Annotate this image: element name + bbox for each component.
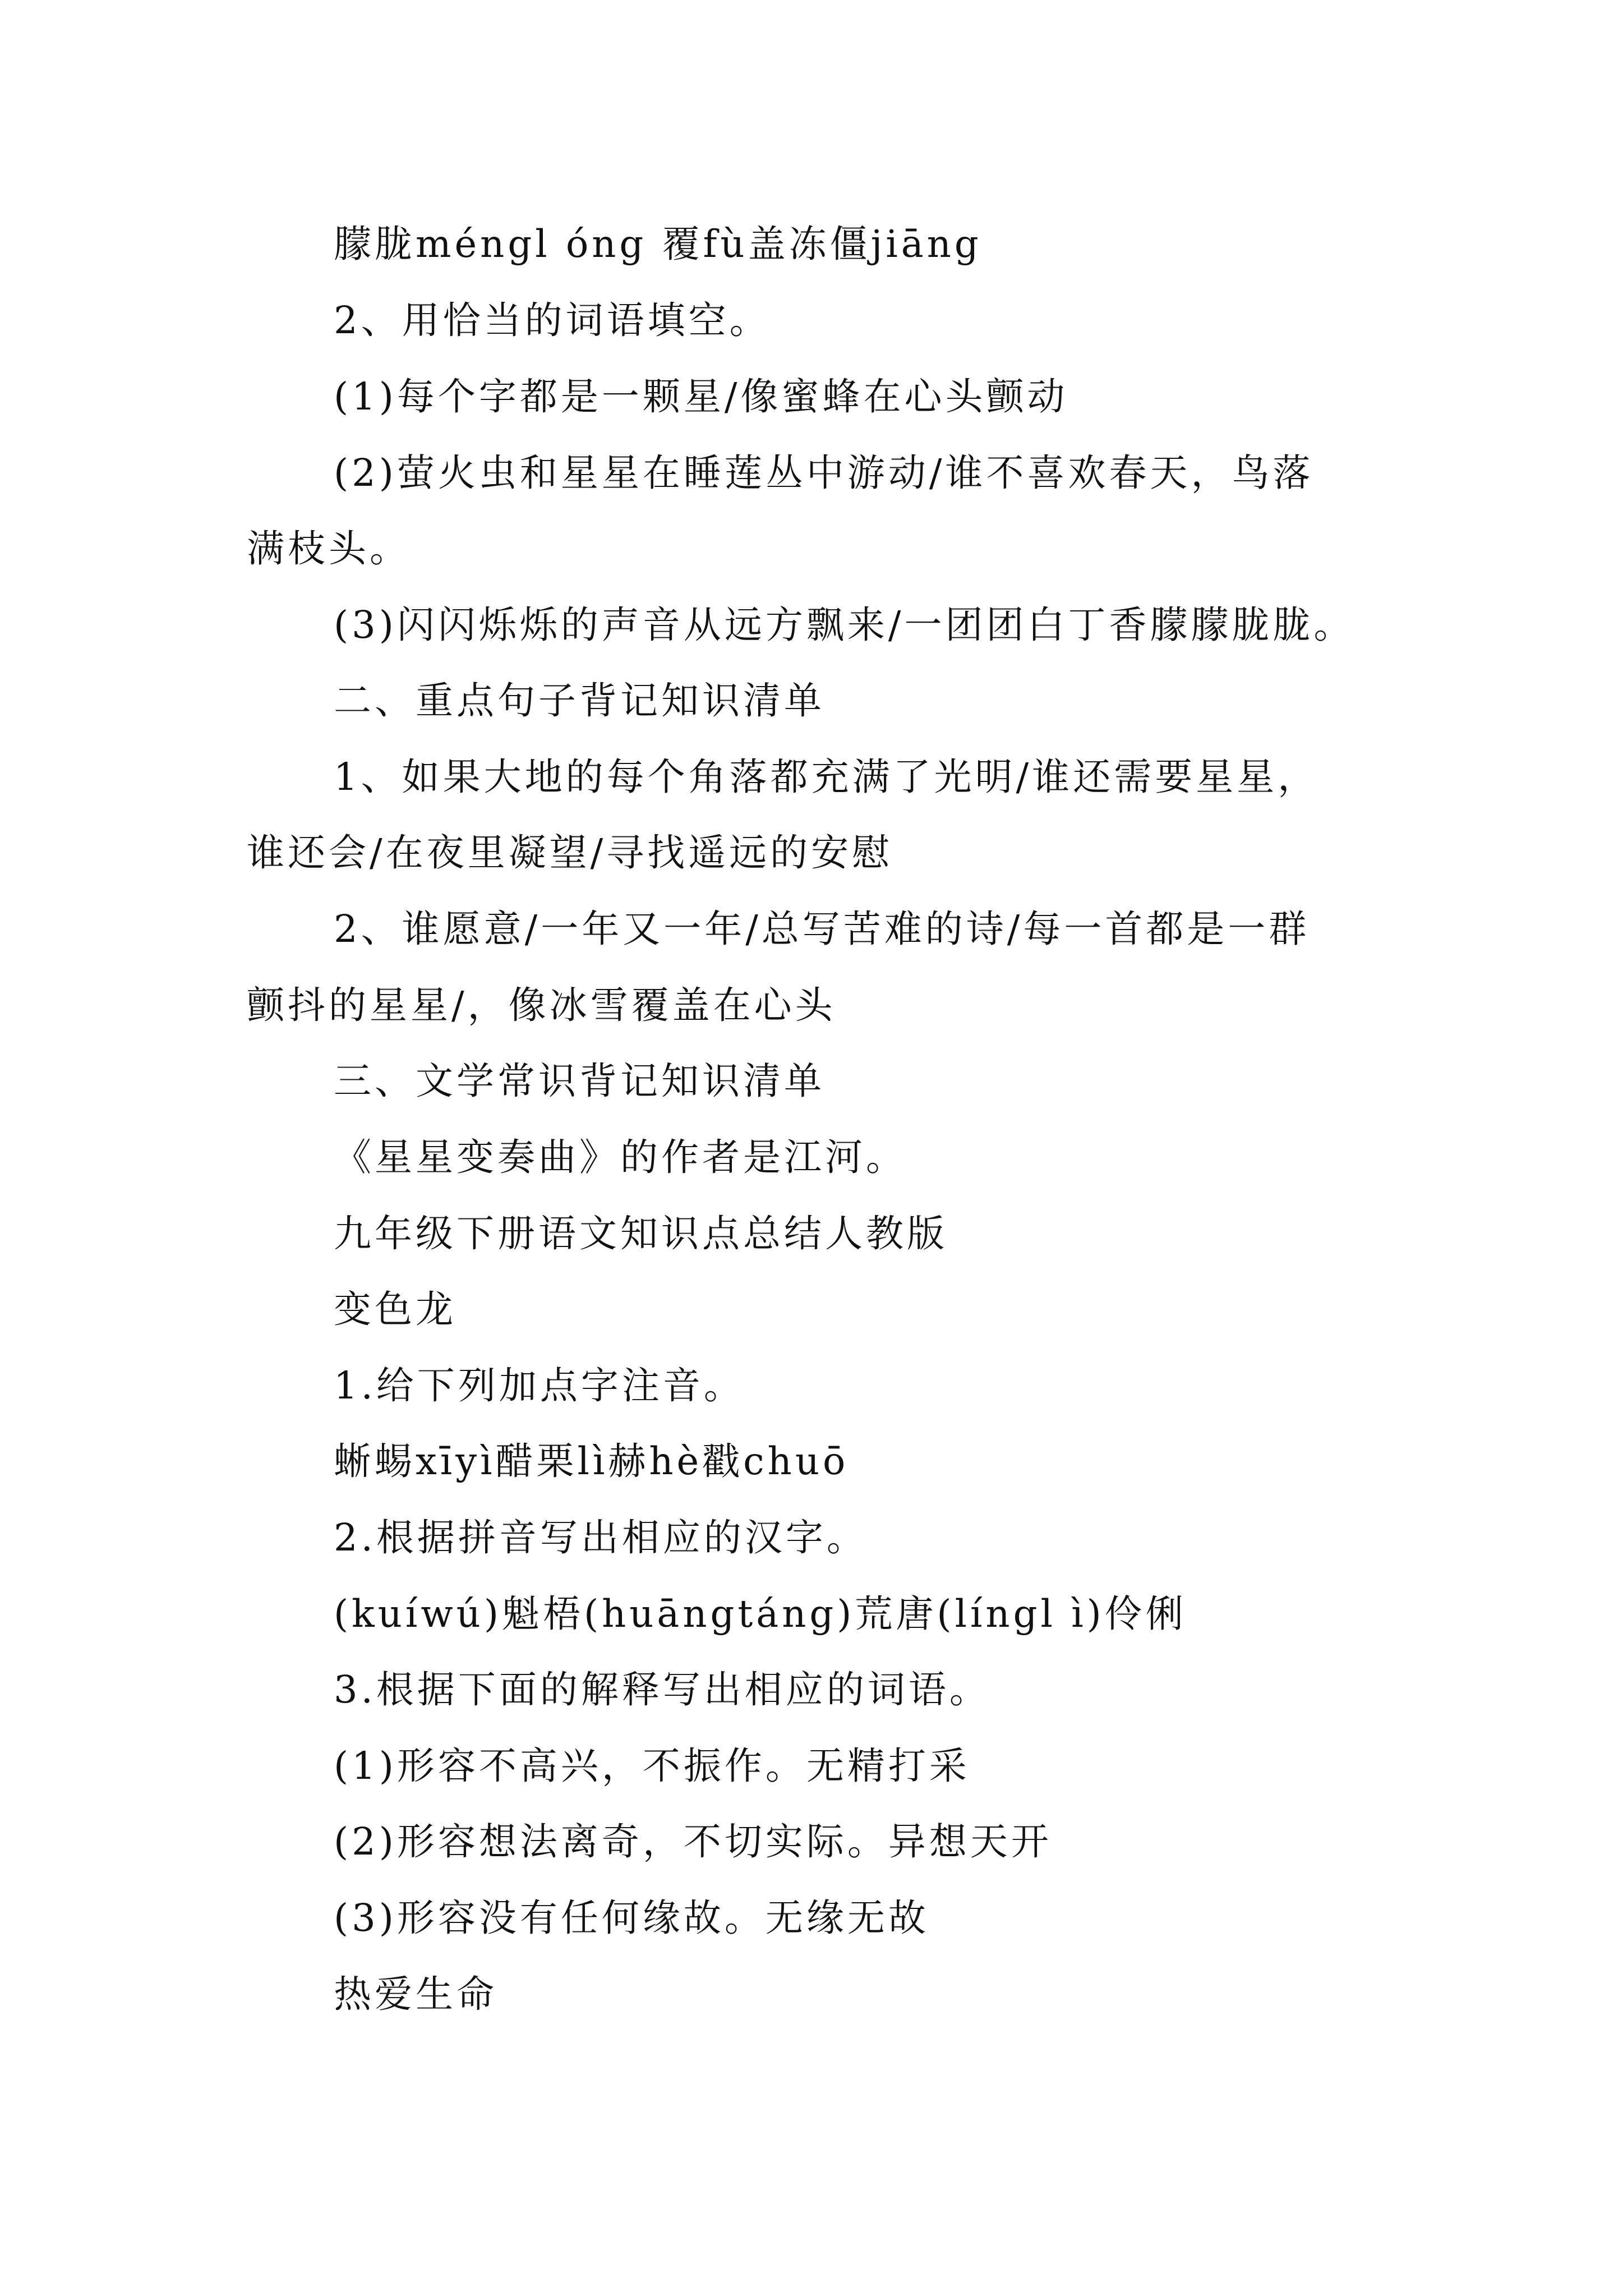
literature-fact: 《星星变奏曲》的作者是江河。 bbox=[334, 1135, 907, 1179]
sentence-item-2-cont: 颤抖的星星/，像冰雪覆盖在心头 bbox=[247, 983, 836, 1027]
exercise-item-2: (2)萤火虫和星星在睡莲丛中游动/谁不喜欢春天，鸟落 bbox=[334, 451, 1314, 495]
word-item-3: (3)形容没有任何缘故。无缘无故 bbox=[334, 1896, 929, 1940]
sentence-item-1: 1、如果大地的每个角落都充满了光明/谁还需要星星， bbox=[334, 755, 1319, 799]
exercise-heading-words: 3.根据下面的解释写出相应的词语。 bbox=[334, 1668, 990, 1711]
exercise-heading-characters: 2.根据拼音写出相应的汉字。 bbox=[334, 1516, 868, 1559]
section-heading-literature: 三、文学常识背记知识清单 bbox=[334, 1059, 825, 1103]
characters-line: (kuíwú)魁梧(huāngtáng)荒唐(língl ì)伶俐 bbox=[334, 1592, 1187, 1636]
sentence-item-1-cont: 谁还会/在夜里凝望/寻找遥远的安慰 bbox=[247, 831, 893, 875]
exercise-heading-fill-words: 2、用恰当的词语填空。 bbox=[334, 298, 771, 342]
lesson-title-chameleon: 变色龙 bbox=[334, 1287, 457, 1331]
word-item-1: (1)形容不高兴，不振作。无精打采 bbox=[334, 1744, 970, 1788]
lesson-title-love-life: 热爱生命 bbox=[334, 1972, 497, 2016]
exercise-item-1: (1)每个字都是一颗星/像蜜蜂在心头颤动 bbox=[334, 375, 1068, 418]
exercise-item-2-cont: 满枝头。 bbox=[247, 527, 411, 570]
sentence-item-2: 2、谁愿意/一年又一年/总写苦难的诗/每一首都是一群 bbox=[334, 907, 1310, 951]
pinyin-line-menglong: 朦胧méngl óng 覆fù盖冻僵jiāng bbox=[334, 222, 982, 266]
exercise-item-3: (3)闪闪烁烁的声音从远方飘来/一团团白丁香朦朦胧胧。 bbox=[334, 603, 1355, 647]
document-subtitle: 九年级下册语文知识点总结人教版 bbox=[334, 1212, 948, 1255]
pinyin-line-xiyi: 蜥蜴xīyì醋栗lì赫hè戳chuō bbox=[334, 1439, 849, 1483]
exercise-heading-pinyin: 1.给下列加点字注音。 bbox=[334, 1364, 745, 1407]
section-heading-sentences: 二、重点句子背记知识清单 bbox=[334, 679, 825, 723]
word-item-2: (2)形容想法离奇，不切实际。异想天开 bbox=[334, 1820, 1052, 1864]
